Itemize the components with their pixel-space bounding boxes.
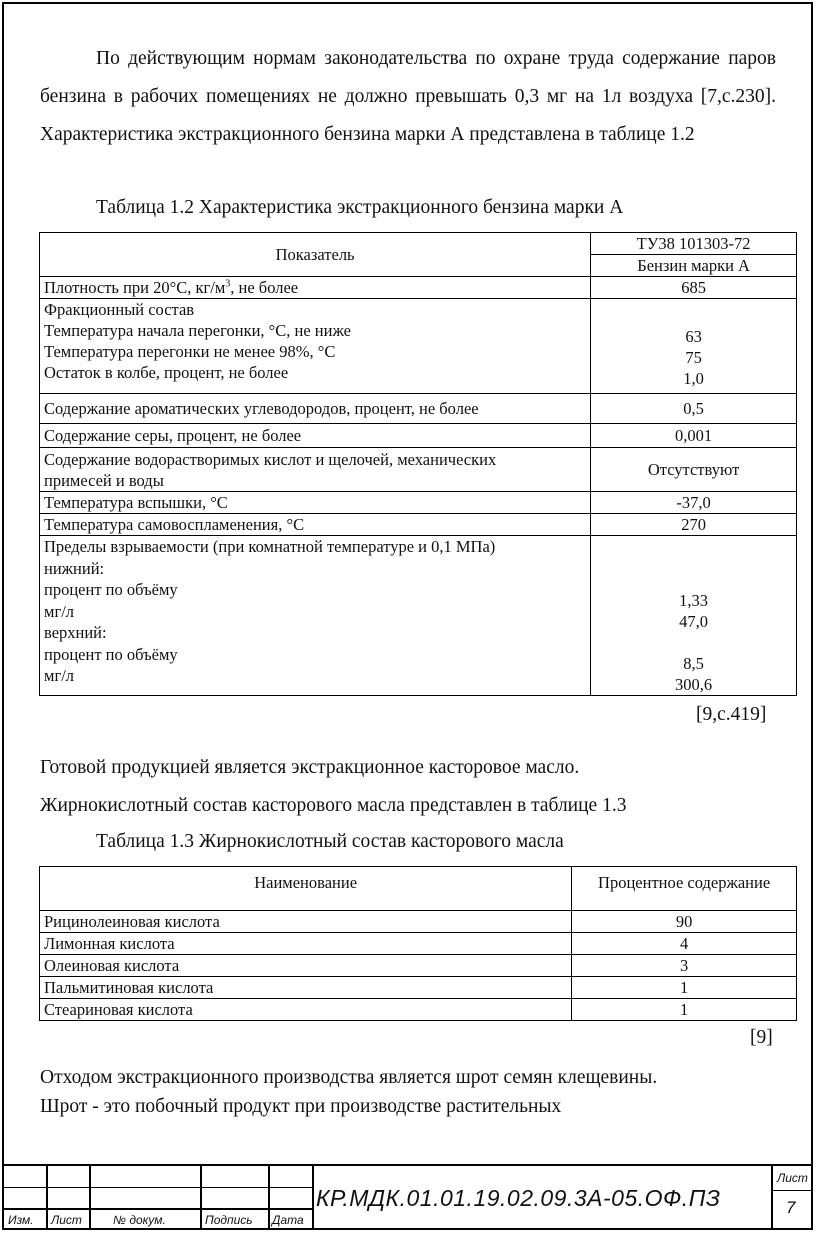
stamp-col-line — [46, 1164, 48, 1230]
acids-value: Отсутствуют — [591, 448, 797, 492]
header-percent: Процентное содержание — [572, 867, 797, 911]
header-brand: Бензин марки А — [591, 255, 797, 277]
autoignition-value: 270 — [591, 514, 797, 536]
waste-line-2: Шрот - это побочный продукт при производстве растительных — [40, 1096, 562, 1117]
header-tu: ТУ38 101303-72 — [591, 233, 797, 255]
table-1-2 — [39, 232, 797, 696]
stamp-col-line — [268, 1164, 270, 1230]
stamp-label-doc-number: № докум. — [113, 1213, 166, 1227]
acid-percent: 3 — [572, 955, 797, 977]
fraction-values — [591, 299, 797, 394]
intro-paragraph: По действующим нормам законодательства по охране труда содержание паров бензина в рабочих помещениях не должно превышать 0,3 мг на 1л воздуха [7,с.230]. Характеристика экстракционного бензина марки А представлена в таблице 1.2 — [40, 48, 776, 145]
document-code: КР.МДК.01.01.19.02.09.3А-05.ОФ.ПЗ — [316, 1185, 721, 1211]
table-row — [40, 277, 797, 299]
table-1-3-source: [9] — [750, 1027, 773, 1048]
composition-intro: Жирнокислотный состав касторового масла представлен в таблице 1.3 — [40, 795, 627, 816]
table-row — [40, 955, 797, 977]
explosion-line: мг/л — [44, 601, 75, 621]
stamp-row-line — [4, 1208, 313, 1210]
table-row — [40, 394, 797, 424]
table-1-3 — [39, 866, 797, 1021]
table-1-2-source: [9,с.419] — [696, 704, 767, 725]
acid-name: Олеиновая кислота — [40, 955, 572, 977]
table-1-2-caption: Таблица 1.2 Характеристика экстракционного бензина марки А — [96, 197, 624, 218]
table-row — [40, 933, 797, 955]
stamp-label-signature: Подпись — [205, 1213, 253, 1227]
explosion-value: 1,33 — [679, 591, 709, 610]
explosion-line: Пределы взрываемости (при комнатной температуре и 0,1 МПа) — [44, 537, 496, 556]
autoignition-label: Температура самовоспламенения, °С — [40, 514, 591, 536]
fraction-line: Фракционный состав — [44, 300, 195, 319]
stamp-col-line — [200, 1164, 202, 1230]
explosion-value: 300,6 — [675, 675, 713, 694]
table-row — [40, 424, 797, 448]
sheet-number: 7 — [786, 1198, 796, 1217]
table-row — [40, 299, 797, 394]
fraction-value: 63 — [685, 326, 702, 346]
density-value: 685 — [591, 277, 797, 299]
acids-label-line: примесей и воды — [44, 470, 164, 490]
fraction-label — [40, 299, 591, 394]
sulfur-value: 0,001 — [591, 424, 797, 448]
stamp-label-sheet: Лист — [51, 1213, 82, 1227]
table-row — [40, 536, 797, 696]
header-name: Наименование — [40, 867, 572, 911]
fraction-value: 75 — [685, 347, 702, 367]
sheet-label: Лист — [777, 1171, 808, 1185]
explosion-label — [40, 536, 591, 696]
explosion-line: процент по объёму — [44, 580, 178, 599]
density-label: Плотность при 20°С, $кг/м^3$, не более — [40, 277, 591, 299]
fraction-value: 1,0 — [683, 368, 704, 388]
table-row — [40, 448, 797, 492]
finished-product-text: Готовой продукцией является экстракционное касторовое масло. — [40, 757, 580, 778]
acid-name: Лимонная кислота — [40, 933, 572, 955]
acids-label-line: Содержание водорастворимых кислот и щелочей, механических — [44, 449, 497, 469]
stamp-row-line — [4, 1187, 313, 1188]
acid-percent: 4 — [572, 933, 797, 955]
explosion-values — [591, 536, 797, 696]
table-1-3-caption: Таблица 1.3 Жирнокислотный состав касторового масла — [96, 831, 564, 852]
header-indicator: Показатель — [40, 233, 591, 277]
explosion-line: нижний: — [44, 558, 105, 578]
fraction-line: Температура перегонки не менее 98%, °С — [44, 342, 336, 361]
sulfur-label: Содержание серы, процент, не более — [40, 424, 591, 448]
acid-name: Пальмитиновая кислота — [40, 977, 572, 999]
acids-label — [40, 448, 591, 492]
table-row — [40, 911, 797, 933]
table-row — [40, 492, 797, 514]
table-row — [40, 999, 797, 1021]
aromatic-value: 0,5 — [591, 394, 797, 424]
explosion-line: процент по объёму — [44, 644, 178, 664]
stamp-col-line — [312, 1164, 314, 1230]
stamp-col-line — [89, 1164, 91, 1230]
acid-name: Рицинолеиновая кислота — [40, 911, 572, 933]
explosion-line: мг/л — [44, 666, 75, 685]
table-row — [40, 514, 797, 536]
acid-percent: 1 — [572, 977, 797, 999]
stamp-label-change: Изм. — [8, 1213, 34, 1227]
explosion-line: верхний: — [44, 623, 107, 642]
explosion-value: 8,5 — [683, 654, 704, 673]
flash-label: Температура вспышки, °С — [40, 492, 591, 514]
flash-value: -37,0 — [591, 492, 797, 514]
fraction-line: Остаток в колбе, процент, не более — [44, 363, 289, 382]
acid-name: Стеариновая кислота — [40, 999, 572, 1021]
stamp-label-date: Дата — [272, 1213, 304, 1227]
table-row — [40, 977, 797, 999]
fraction-line: Температура начала перегонки, °С, не ниже — [44, 321, 351, 340]
aromatic-label: Содержание ароматических углеводородов, процент, не более — [40, 394, 591, 424]
stamp-col-line — [771, 1164, 773, 1230]
explosion-value: 47,0 — [679, 612, 709, 631]
stamp-sheet-line — [772, 1190, 813, 1191]
acid-percent: 1 — [572, 999, 797, 1021]
waste-line-1: Отходом экстракционного производства является шрот семян клещевины. — [40, 1067, 658, 1088]
acid-percent: 90 — [572, 911, 797, 933]
stamp-top-border — [4, 1164, 813, 1166]
